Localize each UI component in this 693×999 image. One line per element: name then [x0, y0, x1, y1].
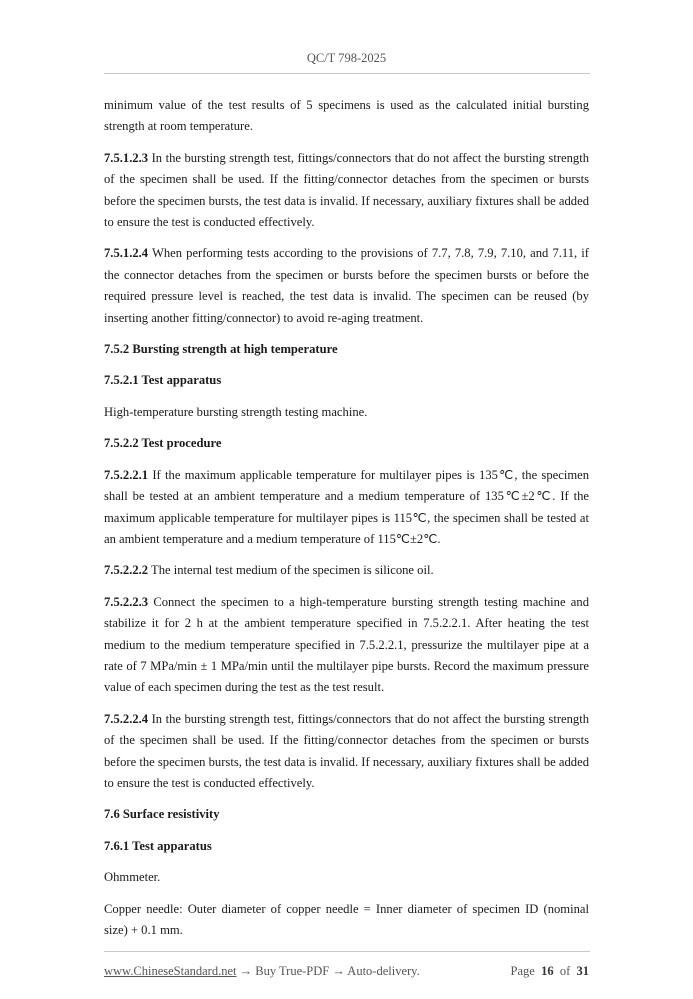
paragraph-text: When performing tests according to the provisions of 7.7, 7.8, 7.9, 7.10, and 7.11, if the connector detaches from the specimen or bursts before the specimen bursts or before the required pressure level is reached, the test data is invalid. The specimen can be reused (by inserting another fitting/connector) to avoid re-aging treatment.: [104, 246, 589, 325]
section-heading: [104, 804, 589, 825]
paragraph-text: High-temperature bursting strength testing machine.: [104, 404, 368, 419]
paragraph: [104, 243, 589, 329]
paragraph-text: In the bursting strength test, fittings/connectors that do not affect the bursting strength of the specimen shall be used. If the fitting/connector detaches from the specimen or bursts before the specimen bursts, the test data is invalid. If necessary, auxiliary fixtures shall be added to ensure the test is conducted effectively.: [104, 150, 589, 230]
clause-number: 7.5.2 Bursting strength at high temperature: [104, 342, 338, 357]
footer-divider: [104, 951, 590, 952]
total-pages: 31: [576, 964, 589, 979]
paragraph: [104, 148, 589, 234]
paragraph: [104, 899, 589, 942]
section-heading: [104, 339, 589, 360]
header-divider: [104, 73, 590, 74]
paragraph: [104, 402, 589, 423]
clause-number: 7.5.2.2.2: [104, 563, 149, 578]
paragraph-text: Ohmmeter.: [104, 870, 161, 885]
clause-number: 7.5.2.2.4: [104, 711, 149, 726]
paragraph: [104, 709, 589, 795]
paragraph-text: Copper needle: Outer diameter of copper needle = Inner diameter of specimen ID (nominal size) + 0.1 mm.: [104, 901, 589, 937]
page-label: Page: [510, 964, 535, 979]
clause-number: 7.5.2.1 Test apparatus: [104, 373, 222, 388]
page-number: [511, 963, 589, 979]
page-footer: [104, 963, 589, 979]
section-heading: [104, 836, 589, 857]
clause-number: 7.6 Surface resistivity: [104, 807, 220, 822]
current-page: 16: [541, 964, 554, 979]
footer-promo-text: → Buy True-PDF → Auto-delivery.: [236, 964, 420, 979]
clause-number: 7.5.1.2.4: [104, 246, 149, 261]
paragraph: [104, 867, 589, 888]
footer-promo: [104, 963, 420, 979]
clause-number: 7.5.2.2.3: [104, 594, 149, 609]
page-header: QC/T 798-2025: [306, 51, 387, 65]
paragraph: [104, 95, 589, 138]
clause-number: 7.5.2.2 Test procedure: [104, 436, 222, 451]
paragraph-text: In the bursting strength test, fittings/connectors that do not affect the bursting strength of the specimen shall be used. If the fitting/connector detaches from the specimen or bursts before the specimen bursts, the test data is invalid. If necessary, auxiliary fixtures shall be added to ensure the test is conducted effectively.: [104, 711, 589, 790]
paragraph-text: Connect the specimen to a high-temperature bursting strength testing machine and stabilize it for 2 h at the ambient temperature specified in 7.5.2.2.1. After heating the test medium to the medium temperature specified in 7.5.2.2.1, pressurize the multilayer pipe at a rate of 7 MPa/min ± 1 MPa/min until the multilayer pipe bursts. Record the maximum pressure value of each specimen during the test as the test result.: [104, 594, 589, 695]
paragraph-text: The internal test medium of the specimen is silicone oil.: [148, 563, 434, 578]
paragraph-text: minimum value of the test results of 5 specimens is used as the calculated initial bursting strength at room temperature.: [104, 98, 589, 134]
clause-number: 7.5.2.2.1: [104, 467, 149, 482]
clause-number: 7.5.1.2.3: [104, 150, 149, 165]
of-label: of: [559, 964, 571, 979]
section-heading: [104, 433, 589, 454]
clause-number: 7.6.1 Test apparatus: [104, 838, 212, 853]
website-link[interactable]: www.ChineseStandard.net: [104, 964, 237, 979]
paragraph: [104, 465, 589, 551]
section-heading: [104, 370, 589, 391]
paragraph: [104, 592, 589, 699]
paragraph-text: If the maximum applicable temperature for multilayer pipes is 135℃, the specimen shall be tested at an ambient temperature and a medium temperature of 135℃±2℃. If the maximum applicable temperature for multilayer pipes is 115℃, the specimen shall be tested at an ambient temperature and a medium temperature of 115℃±2℃.: [104, 467, 589, 546]
document-body: [104, 95, 589, 941]
paragraph: [104, 560, 589, 581]
